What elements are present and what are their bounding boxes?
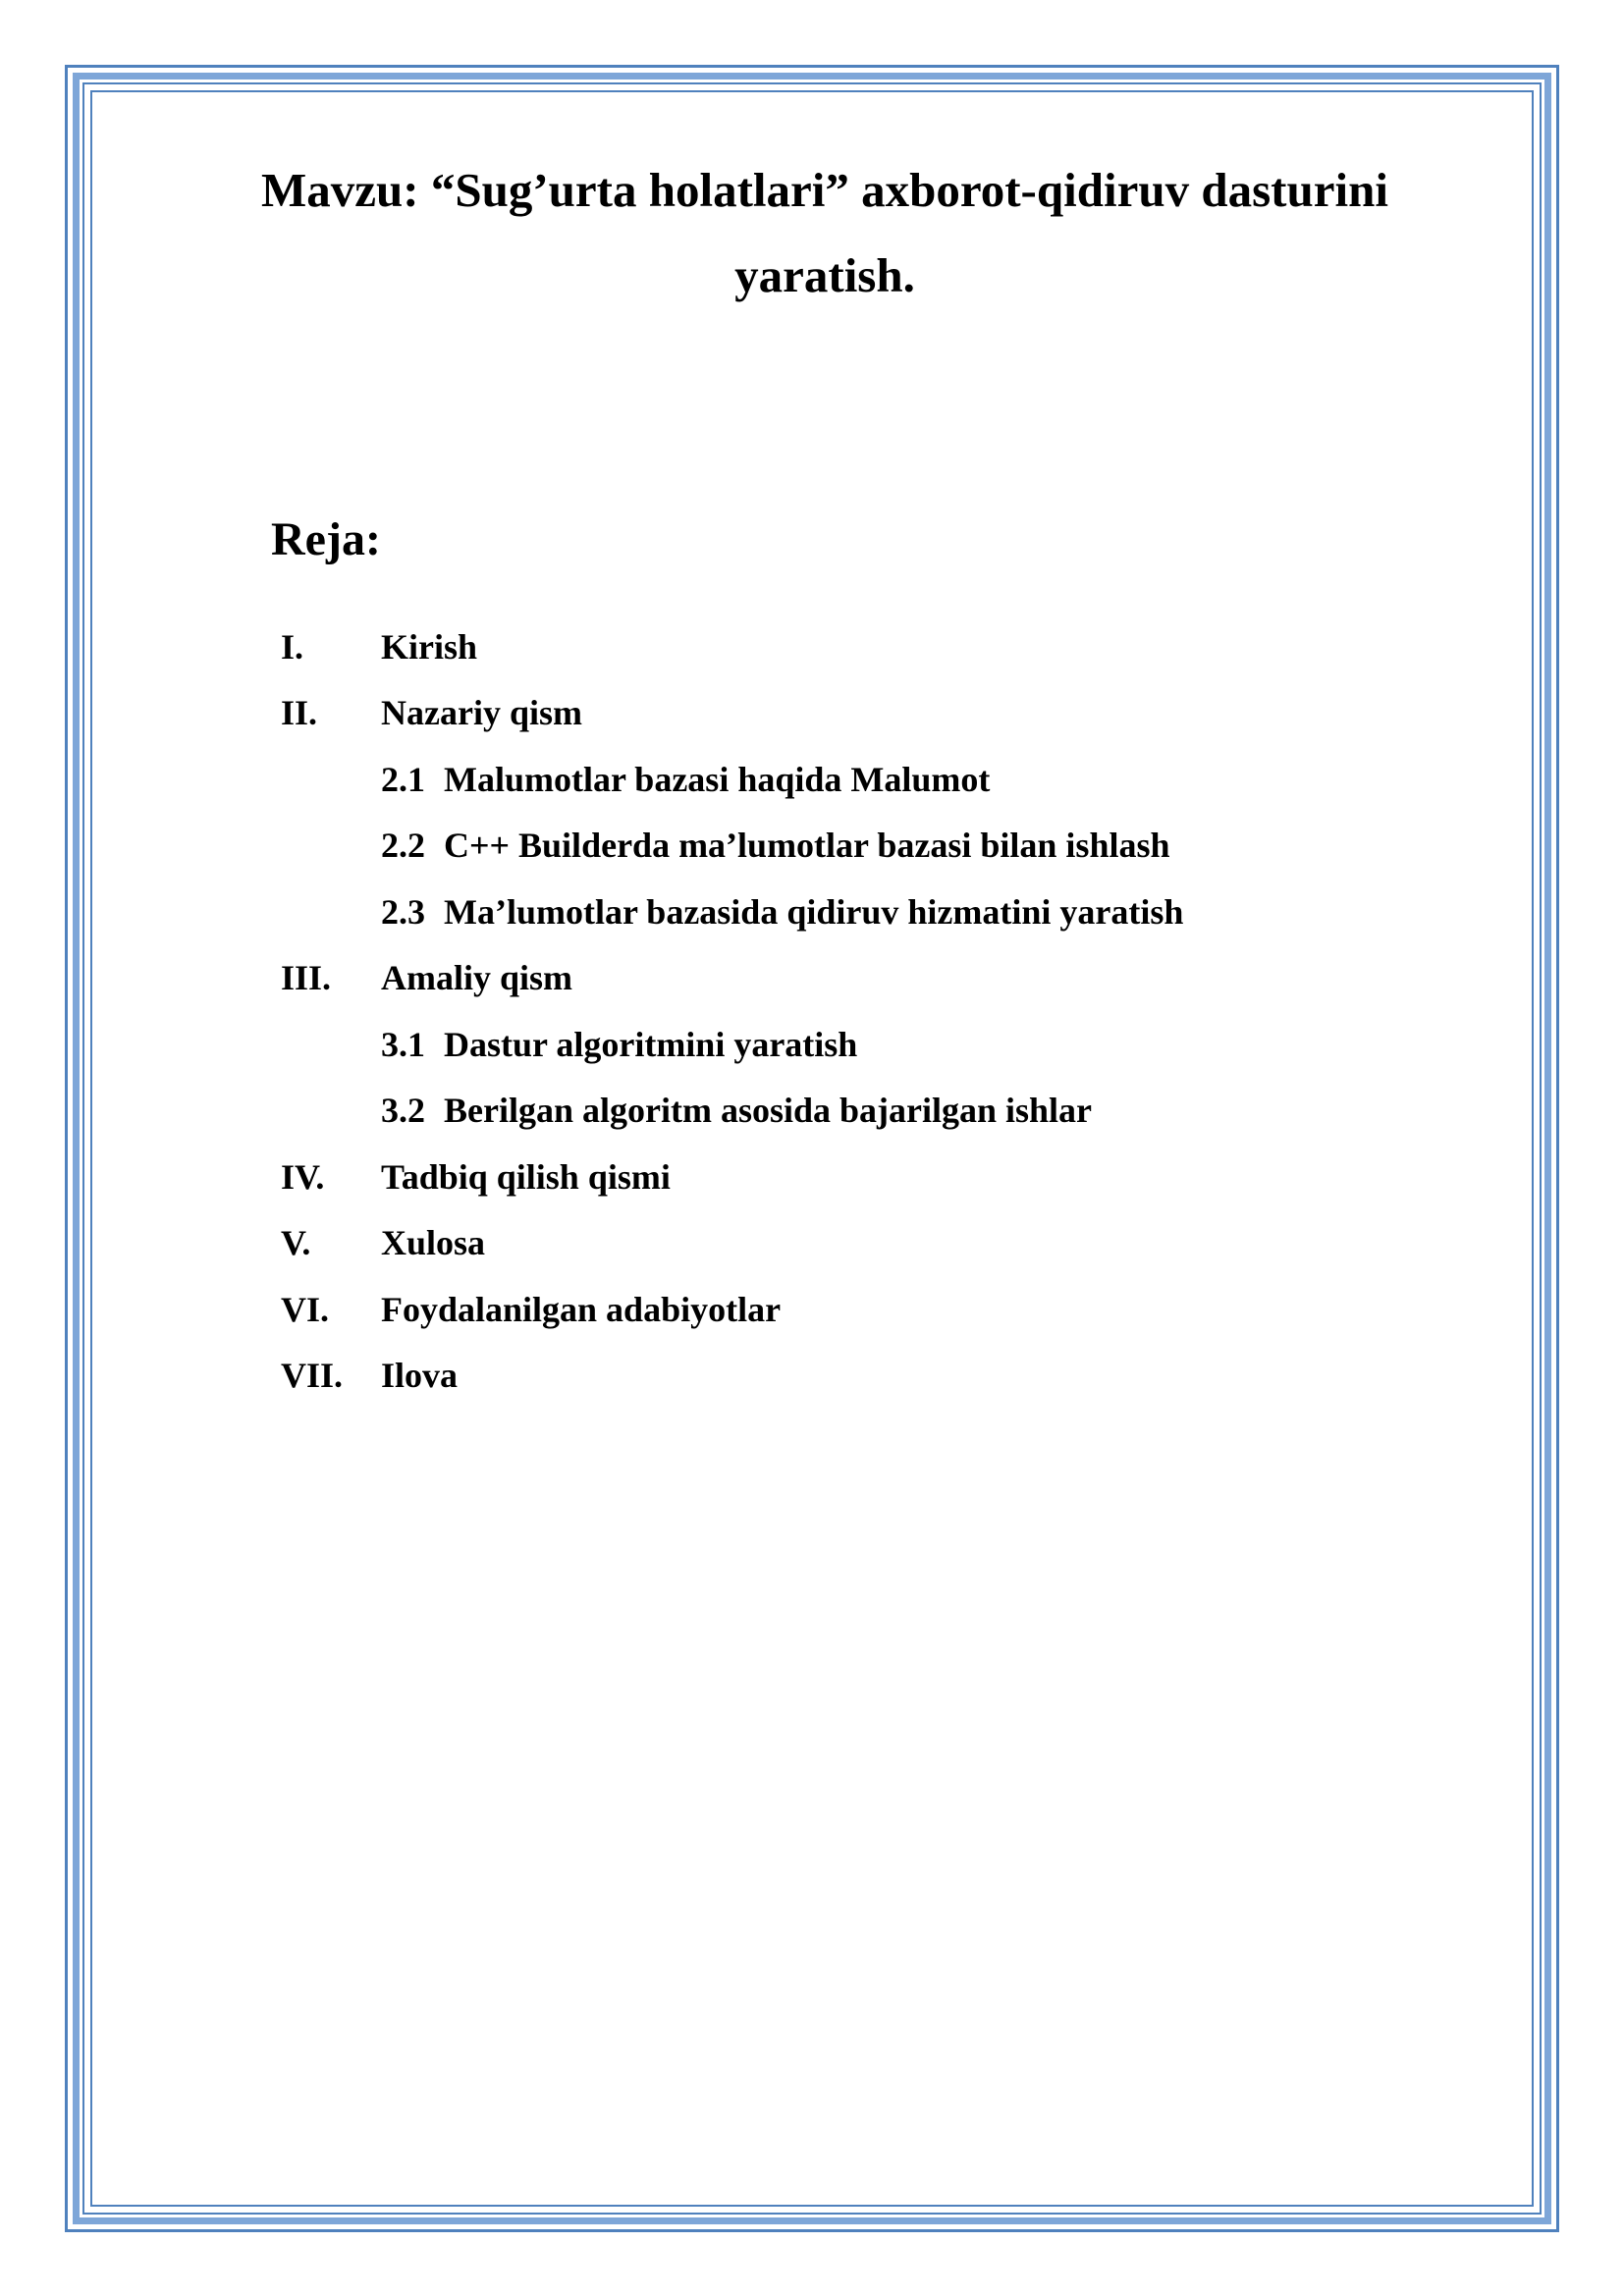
- toc-subitem: [281, 1078, 1459, 1145]
- toc-item-number: IV.: [281, 1156, 325, 1197]
- toc-subitem-label: C++ Builderda ma’lumotlar bazasi bilan ishlash: [444, 826, 1170, 866]
- toc-subitem-number: 3.2: [381, 1091, 425, 1131]
- toc-subitem-label: Ma’lumotlar bazasida qidiruv hizmatini yaratish: [444, 891, 1184, 932]
- toc-item-label: Ilova: [381, 1356, 459, 1396]
- toc-subitem-number: 2.2: [381, 826, 425, 866]
- toc-item: [281, 680, 1459, 747]
- title-line-2: yaratish.: [734, 248, 915, 302]
- document-title: [236, 147, 1414, 318]
- toc-subitem-label: Malumotlar bazasi haqida Malumot: [444, 759, 991, 799]
- toc-item-label: Tadbiq qilish qismi: [381, 1156, 671, 1197]
- toc-subitem: [281, 1011, 1459, 1078]
- title-line-1: Mavzu: “Sug’urta holatlari” axborot-qidiruv dasturini: [261, 163, 1388, 217]
- toc-item: [281, 1144, 1459, 1210]
- toc-item-number: VI.: [281, 1289, 330, 1329]
- toc-item-label: Kirish: [381, 626, 478, 667]
- toc-item-label: Nazariy qism: [381, 693, 582, 733]
- toc-item-label: Foydalanilgan adabiyotlar: [381, 1289, 782, 1329]
- toc-item-label: Xulosa: [381, 1223, 486, 1263]
- plan-heading: Reja:: [271, 513, 381, 565]
- toc-subitem: [281, 813, 1459, 880]
- toc-item: [281, 945, 1459, 1012]
- toc-item-number: VII.: [281, 1356, 344, 1396]
- toc-subitem: [281, 879, 1459, 945]
- toc-item-number: I.: [281, 626, 304, 667]
- toc-subitem-number: 2.3: [381, 891, 425, 932]
- toc-item-label: Amaliy qism: [381, 958, 573, 998]
- toc-subitem: [281, 746, 1459, 813]
- toc-item: [281, 1343, 1459, 1410]
- table-of-contents: [281, 614, 1459, 1409]
- toc-subitem-label: Berilgan algoritm asosida bajarilgan ishlar: [444, 1091, 1093, 1131]
- toc-subitem-number: 3.1: [381, 1024, 425, 1064]
- toc-item: [281, 1276, 1459, 1343]
- toc-item-number: II.: [281, 693, 318, 733]
- toc-subitem-number: 2.1: [381, 759, 425, 799]
- toc-item-number: III.: [281, 958, 332, 998]
- toc-item: [281, 614, 1459, 680]
- toc-subitem-label: Dastur algoritmini yaratish: [444, 1024, 858, 1064]
- toc-item: [281, 1210, 1459, 1277]
- toc-item-number: V.: [281, 1223, 311, 1263]
